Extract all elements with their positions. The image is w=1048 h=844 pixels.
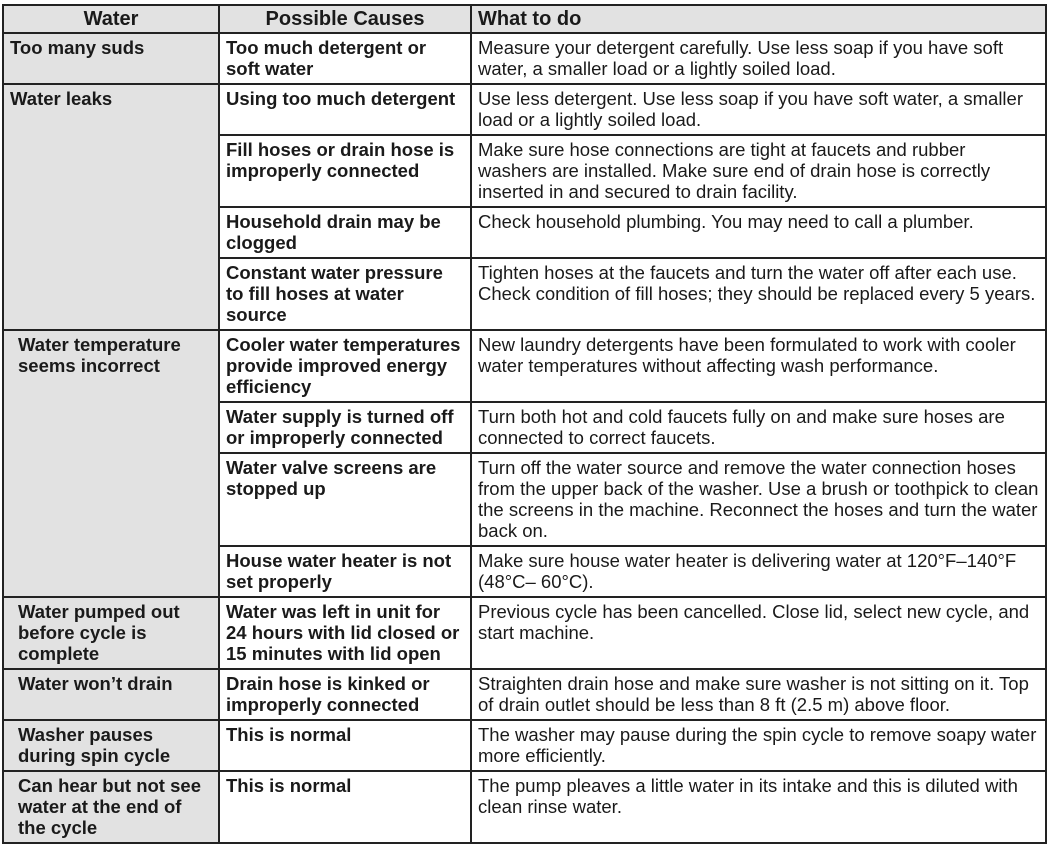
header-problem: Water	[3, 5, 219, 33]
cause-cell: Constant water pressure to fill hoses at water source	[219, 258, 471, 330]
table-row	[3, 597, 1046, 669]
cause-cell: Cooler water temperatures provide improved energy efficiency	[219, 330, 471, 402]
action-cell: Make sure hose connections are tight at faucets and rubber washers are installed. Make sure end of drain hose is correctly inserted in and secured to drain facility.	[471, 135, 1046, 207]
action-cell: The pump pleaves a little water in its intake and this is diluted with clean rinse water.	[471, 771, 1046, 843]
action-cell: Turn off the water source and remove the water connection hoses from the upper back of the washer. Use a brush or toothpick to clean the screens in the machine. Reconnect the hoses and turn the water back on.	[471, 453, 1046, 546]
problem-cell: Water pumped out before cycle is complete	[3, 597, 219, 669]
action-cell: Tighten hoses at the faucets and turn the water off after each use. Check condition of fill hoses; they should be replaced every 5 years.	[471, 258, 1046, 330]
cause-cell: Household drain may be clogged	[219, 207, 471, 258]
header-row	[3, 5, 1046, 33]
header-what-to-do: What to do	[471, 5, 1046, 33]
cause-cell: This is normal	[219, 771, 471, 843]
action-cell: The washer may pause during the spin cycle to remove soapy water more efficiently.	[471, 720, 1046, 771]
cause-cell: Water was left in unit for 24 hours with lid closed or 15 minutes with lid open	[219, 597, 471, 669]
action-cell: Use less detergent. Use less soap if you have soft water, a smaller load or a lightly soiled load.	[471, 84, 1046, 135]
cause-cell: Using too much detergent	[219, 84, 471, 135]
cause-cell: Water supply is turned off or improperly connected	[219, 402, 471, 453]
cause-cell: This is normal	[219, 720, 471, 771]
action-cell: Straighten drain hose and make sure washer is not sitting on it. Top of drain outlet should be less than 8 ft (2.5 m) above floor.	[471, 669, 1046, 720]
action-cell: Make sure house water heater is delivering water at 120°F–140°F (48°C– 60°C).	[471, 546, 1046, 597]
cause-cell: Too much detergent or soft water	[219, 33, 471, 84]
action-cell: Previous cycle has been cancelled. Close lid, select new cycle, and start machine.	[471, 597, 1046, 669]
action-cell: Turn both hot and cold faucets fully on and make sure hoses are connected to correct faucets.	[471, 402, 1046, 453]
problem-cell: Washer pauses during spin cycle	[3, 720, 219, 771]
table-row	[3, 669, 1046, 720]
problem-cell: Too many suds	[3, 33, 219, 84]
problem-cell: Water temperature seems incorrect	[3, 330, 219, 597]
problem-cell: Can hear but not see water at the end of the cycle	[3, 771, 219, 843]
table-row	[3, 33, 1046, 84]
table-row	[3, 330, 1046, 402]
action-cell: New laundry detergents have been formulated to work with cooler water temperatures without affecting wash performance.	[471, 330, 1046, 402]
table-row	[3, 771, 1046, 843]
cause-cell: House water heater is not set properly	[219, 546, 471, 597]
cause-cell: Fill hoses or drain hose is improperly connected	[219, 135, 471, 207]
table-row	[3, 84, 1046, 135]
problem-cell: Water leaks	[3, 84, 219, 330]
header-possible-causes: Possible Causes	[219, 5, 471, 33]
action-cell: Measure your detergent carefully. Use less soap if you have soft water, a smaller load or a lightly soiled load.	[471, 33, 1046, 84]
action-cell: Check household plumbing. You may need to call a plumber.	[471, 207, 1046, 258]
troubleshooting-table	[2, 4, 1047, 844]
problem-cell: Water won’t drain	[3, 669, 219, 720]
table-row	[3, 720, 1046, 771]
cause-cell: Drain hose is kinked or improperly connected	[219, 669, 471, 720]
table-header	[3, 5, 1046, 33]
cause-cell: Water valve screens are stopped up	[219, 453, 471, 546]
table-body	[3, 33, 1046, 843]
